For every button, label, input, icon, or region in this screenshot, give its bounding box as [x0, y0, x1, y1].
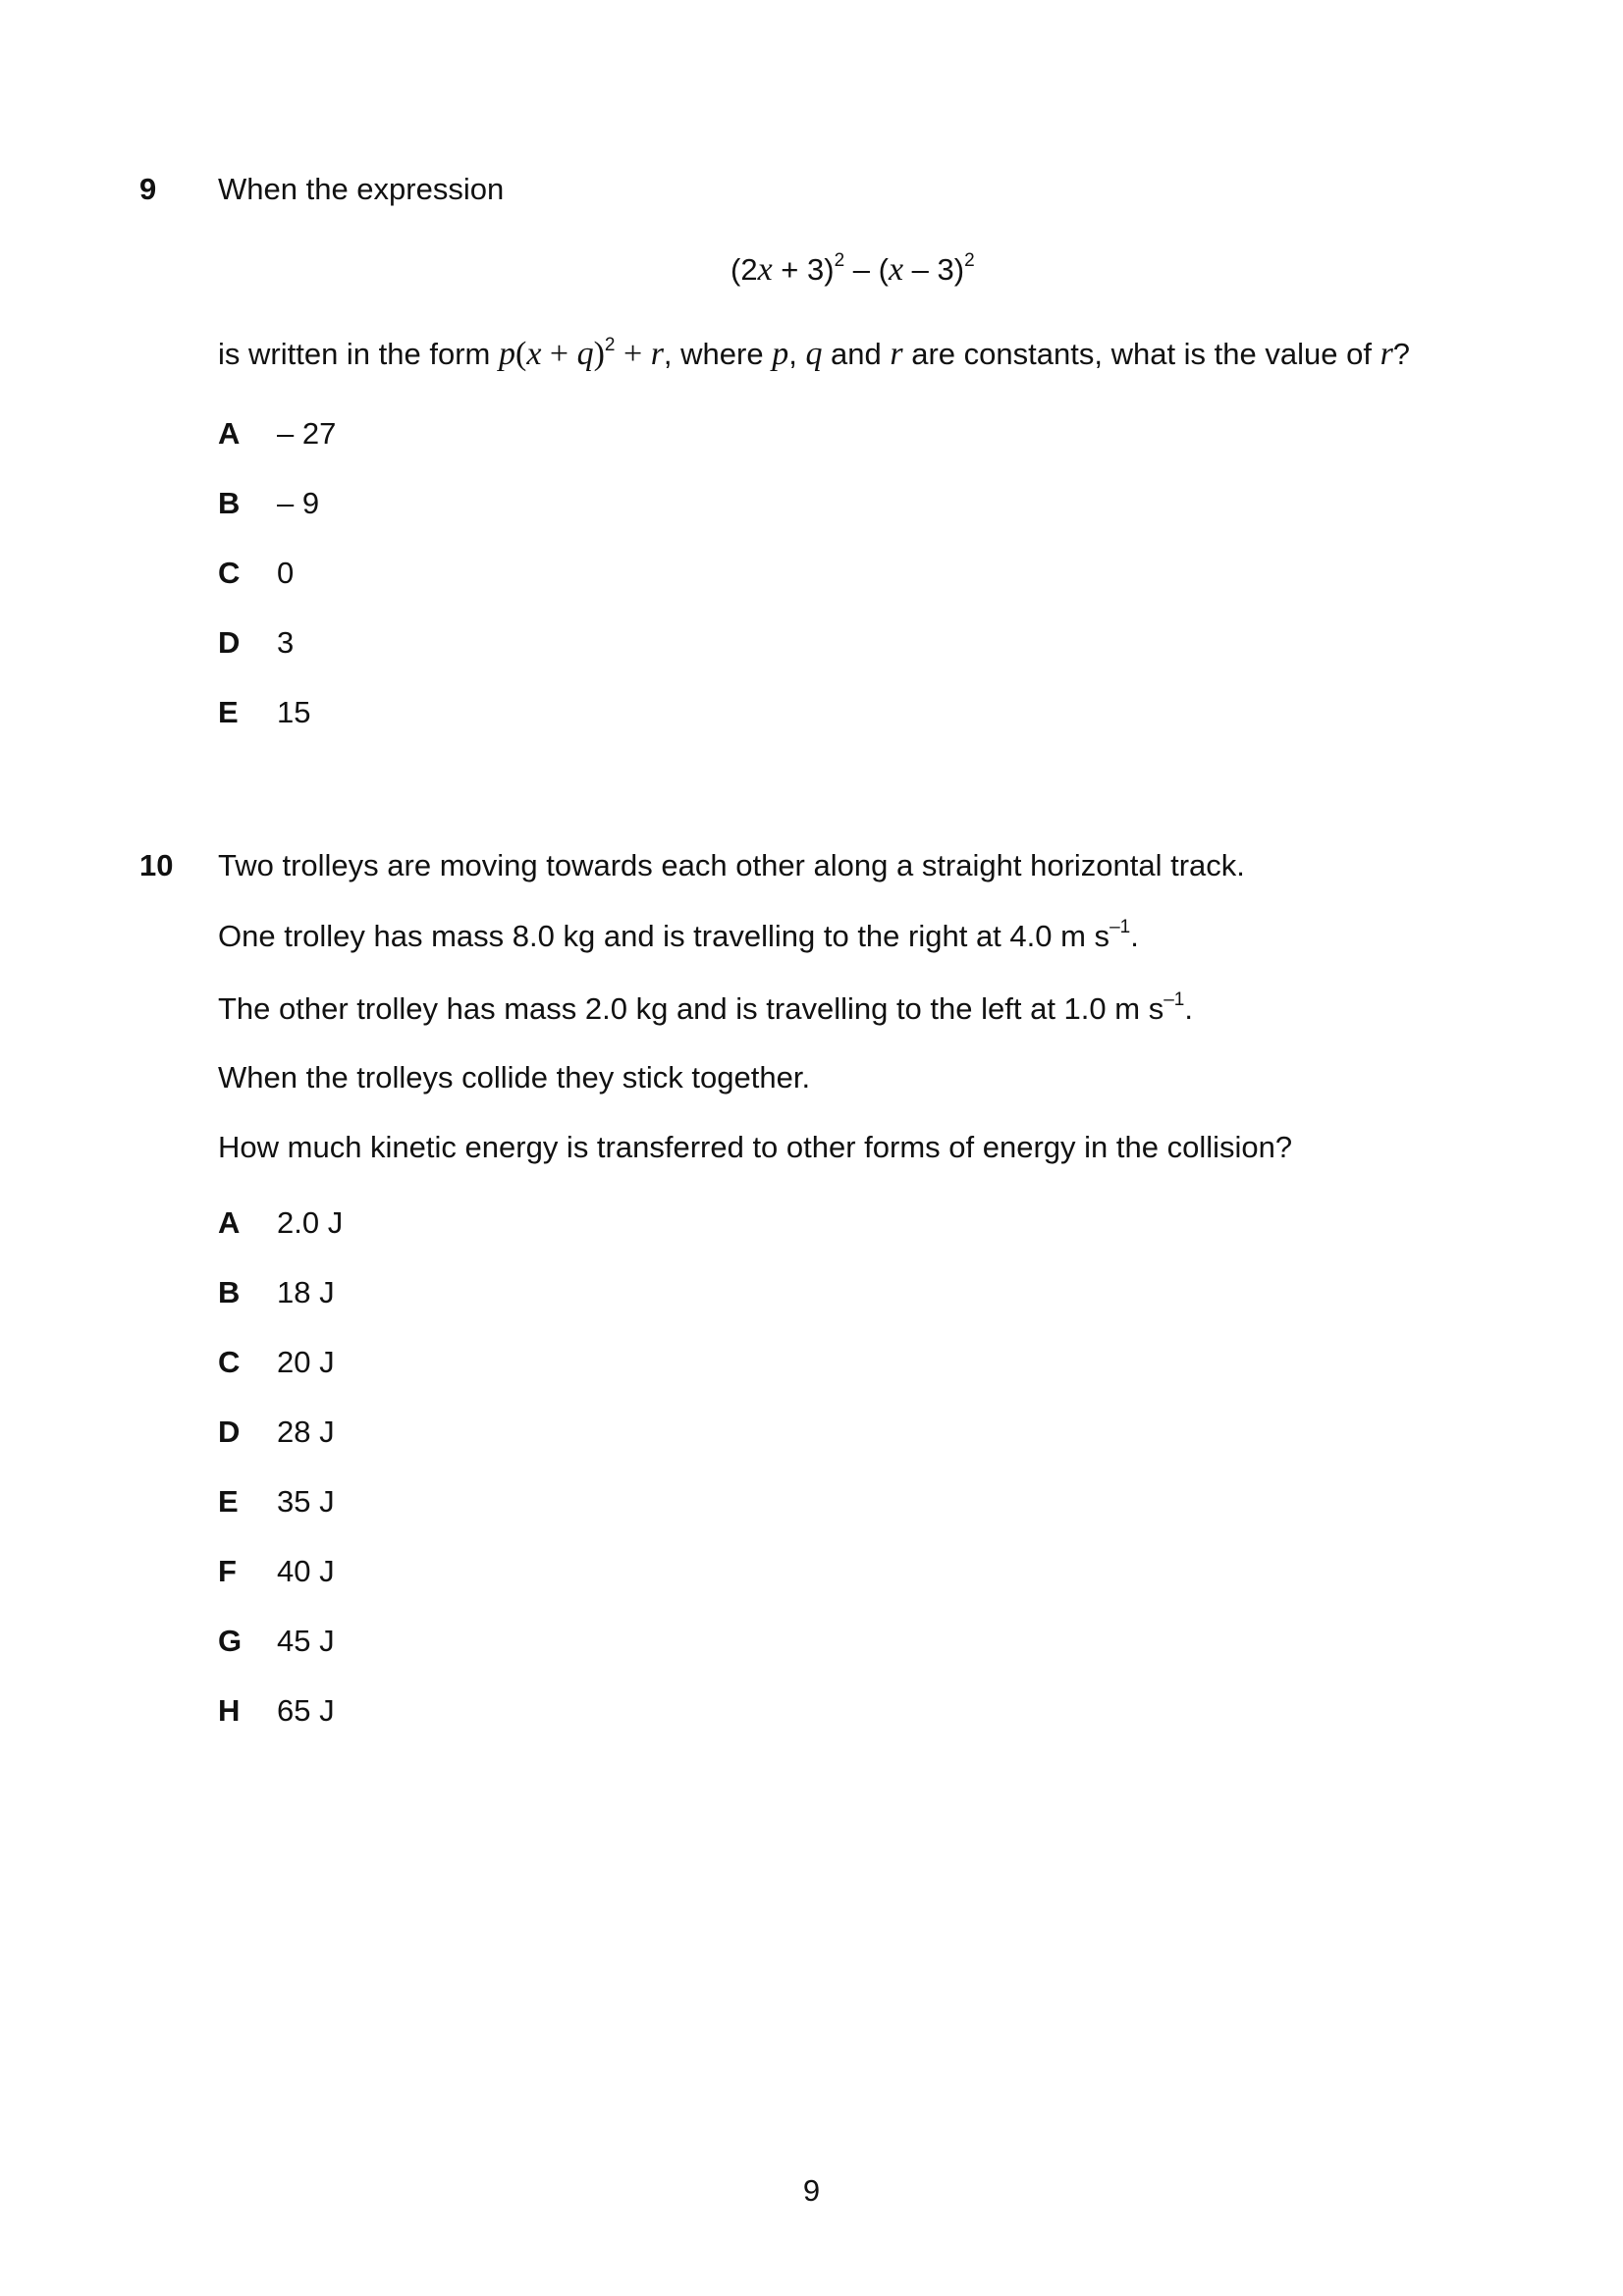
option-value: 20 J [277, 1345, 335, 1379]
form-symbol: ) [593, 336, 605, 372]
line-text: . [1184, 991, 1193, 1026]
option-value: 15 [277, 695, 311, 729]
page-number: 9 [802, 2173, 821, 2208]
question-10-line-1: Two trolleys are moving towards each other along a straight horizontal track. [218, 848, 1245, 882]
option-value: 65 J [277, 1693, 335, 1728]
stem-variable: r [890, 336, 903, 372]
option-value: – 27 [277, 416, 337, 451]
option-letter: C [218, 556, 241, 590]
line-text: The other trolley has mass 2.0 kg and is travelling to the left at 1.0 m s [218, 991, 1164, 1026]
option-letter: B [218, 486, 241, 520]
form-exponent: 2 [604, 335, 616, 355]
stem-text: is written in the form [218, 337, 499, 371]
option-value: – 9 [277, 486, 320, 520]
option-value: 40 J [277, 1554, 335, 1588]
question-number-9: 9 [139, 172, 157, 206]
option-letter: E [218, 1484, 239, 1519]
stem-text: and [822, 337, 891, 371]
option-letter: D [218, 1415, 241, 1449]
question-9-expression [730, 251, 975, 289]
option-letter: D [218, 625, 241, 660]
option-letter: E [218, 695, 239, 729]
stem-text: are constants, what is the value of [902, 337, 1380, 371]
question-9-stem [218, 336, 1410, 373]
option-value: 2.0 J [277, 1205, 344, 1240]
option-letter: G [218, 1624, 243, 1658]
stem-variable: r [1380, 336, 1393, 372]
stem-variable: q [805, 336, 823, 372]
question-9-intro: When the expression [218, 172, 505, 206]
question-number-10: 10 [139, 848, 174, 882]
option-value: 3 [277, 625, 295, 660]
unit-exponent: –1 [1163, 989, 1185, 1010]
option-letter: A [218, 416, 241, 451]
question-10-line-2 [218, 919, 1139, 954]
option-letter: H [218, 1693, 241, 1728]
stem-text: ? [1392, 337, 1411, 371]
expr-part: (2 [730, 252, 758, 287]
form-symbol: + [541, 336, 577, 372]
form-variable: p [498, 336, 515, 372]
form-variable: q [576, 336, 594, 372]
question-10-line-4: When the trolleys collide they stick together. [218, 1060, 811, 1095]
option-letter: A [218, 1205, 241, 1240]
option-letter: F [218, 1554, 237, 1588]
expr-part: – ( [844, 252, 889, 287]
form-variable: x [526, 336, 542, 372]
expr-variable: x [888, 251, 904, 288]
expr-variable: x [757, 251, 773, 288]
expr-part: – 3) [903, 252, 965, 287]
expr-exponent: 2 [964, 250, 975, 271]
option-value: 18 J [277, 1275, 335, 1309]
question-10-line-3 [218, 991, 1193, 1027]
unit-exponent: –1 [1109, 917, 1131, 937]
form-symbol: ( [514, 336, 527, 372]
question-10-line-5: How much kinetic energy is transferred to other forms of energy in the collision? [218, 1130, 1293, 1164]
option-value: 35 J [277, 1484, 335, 1519]
expr-part: + 3) [772, 252, 835, 287]
line-text: . [1130, 919, 1139, 953]
form-variable: r [650, 336, 664, 372]
stem-variable: p [772, 336, 789, 372]
stem-text: , [788, 337, 806, 371]
form-symbol: + [615, 336, 651, 372]
option-value: 45 J [277, 1624, 335, 1658]
option-letter: B [218, 1275, 241, 1309]
line-text: One trolley has mass 8.0 kg and is travelling to the right at 4.0 m s [218, 919, 1110, 953]
option-value: 0 [277, 556, 295, 590]
stem-text: , where [663, 337, 773, 371]
option-letter: C [218, 1345, 241, 1379]
expr-exponent: 2 [834, 250, 845, 271]
option-value: 28 J [277, 1415, 335, 1449]
